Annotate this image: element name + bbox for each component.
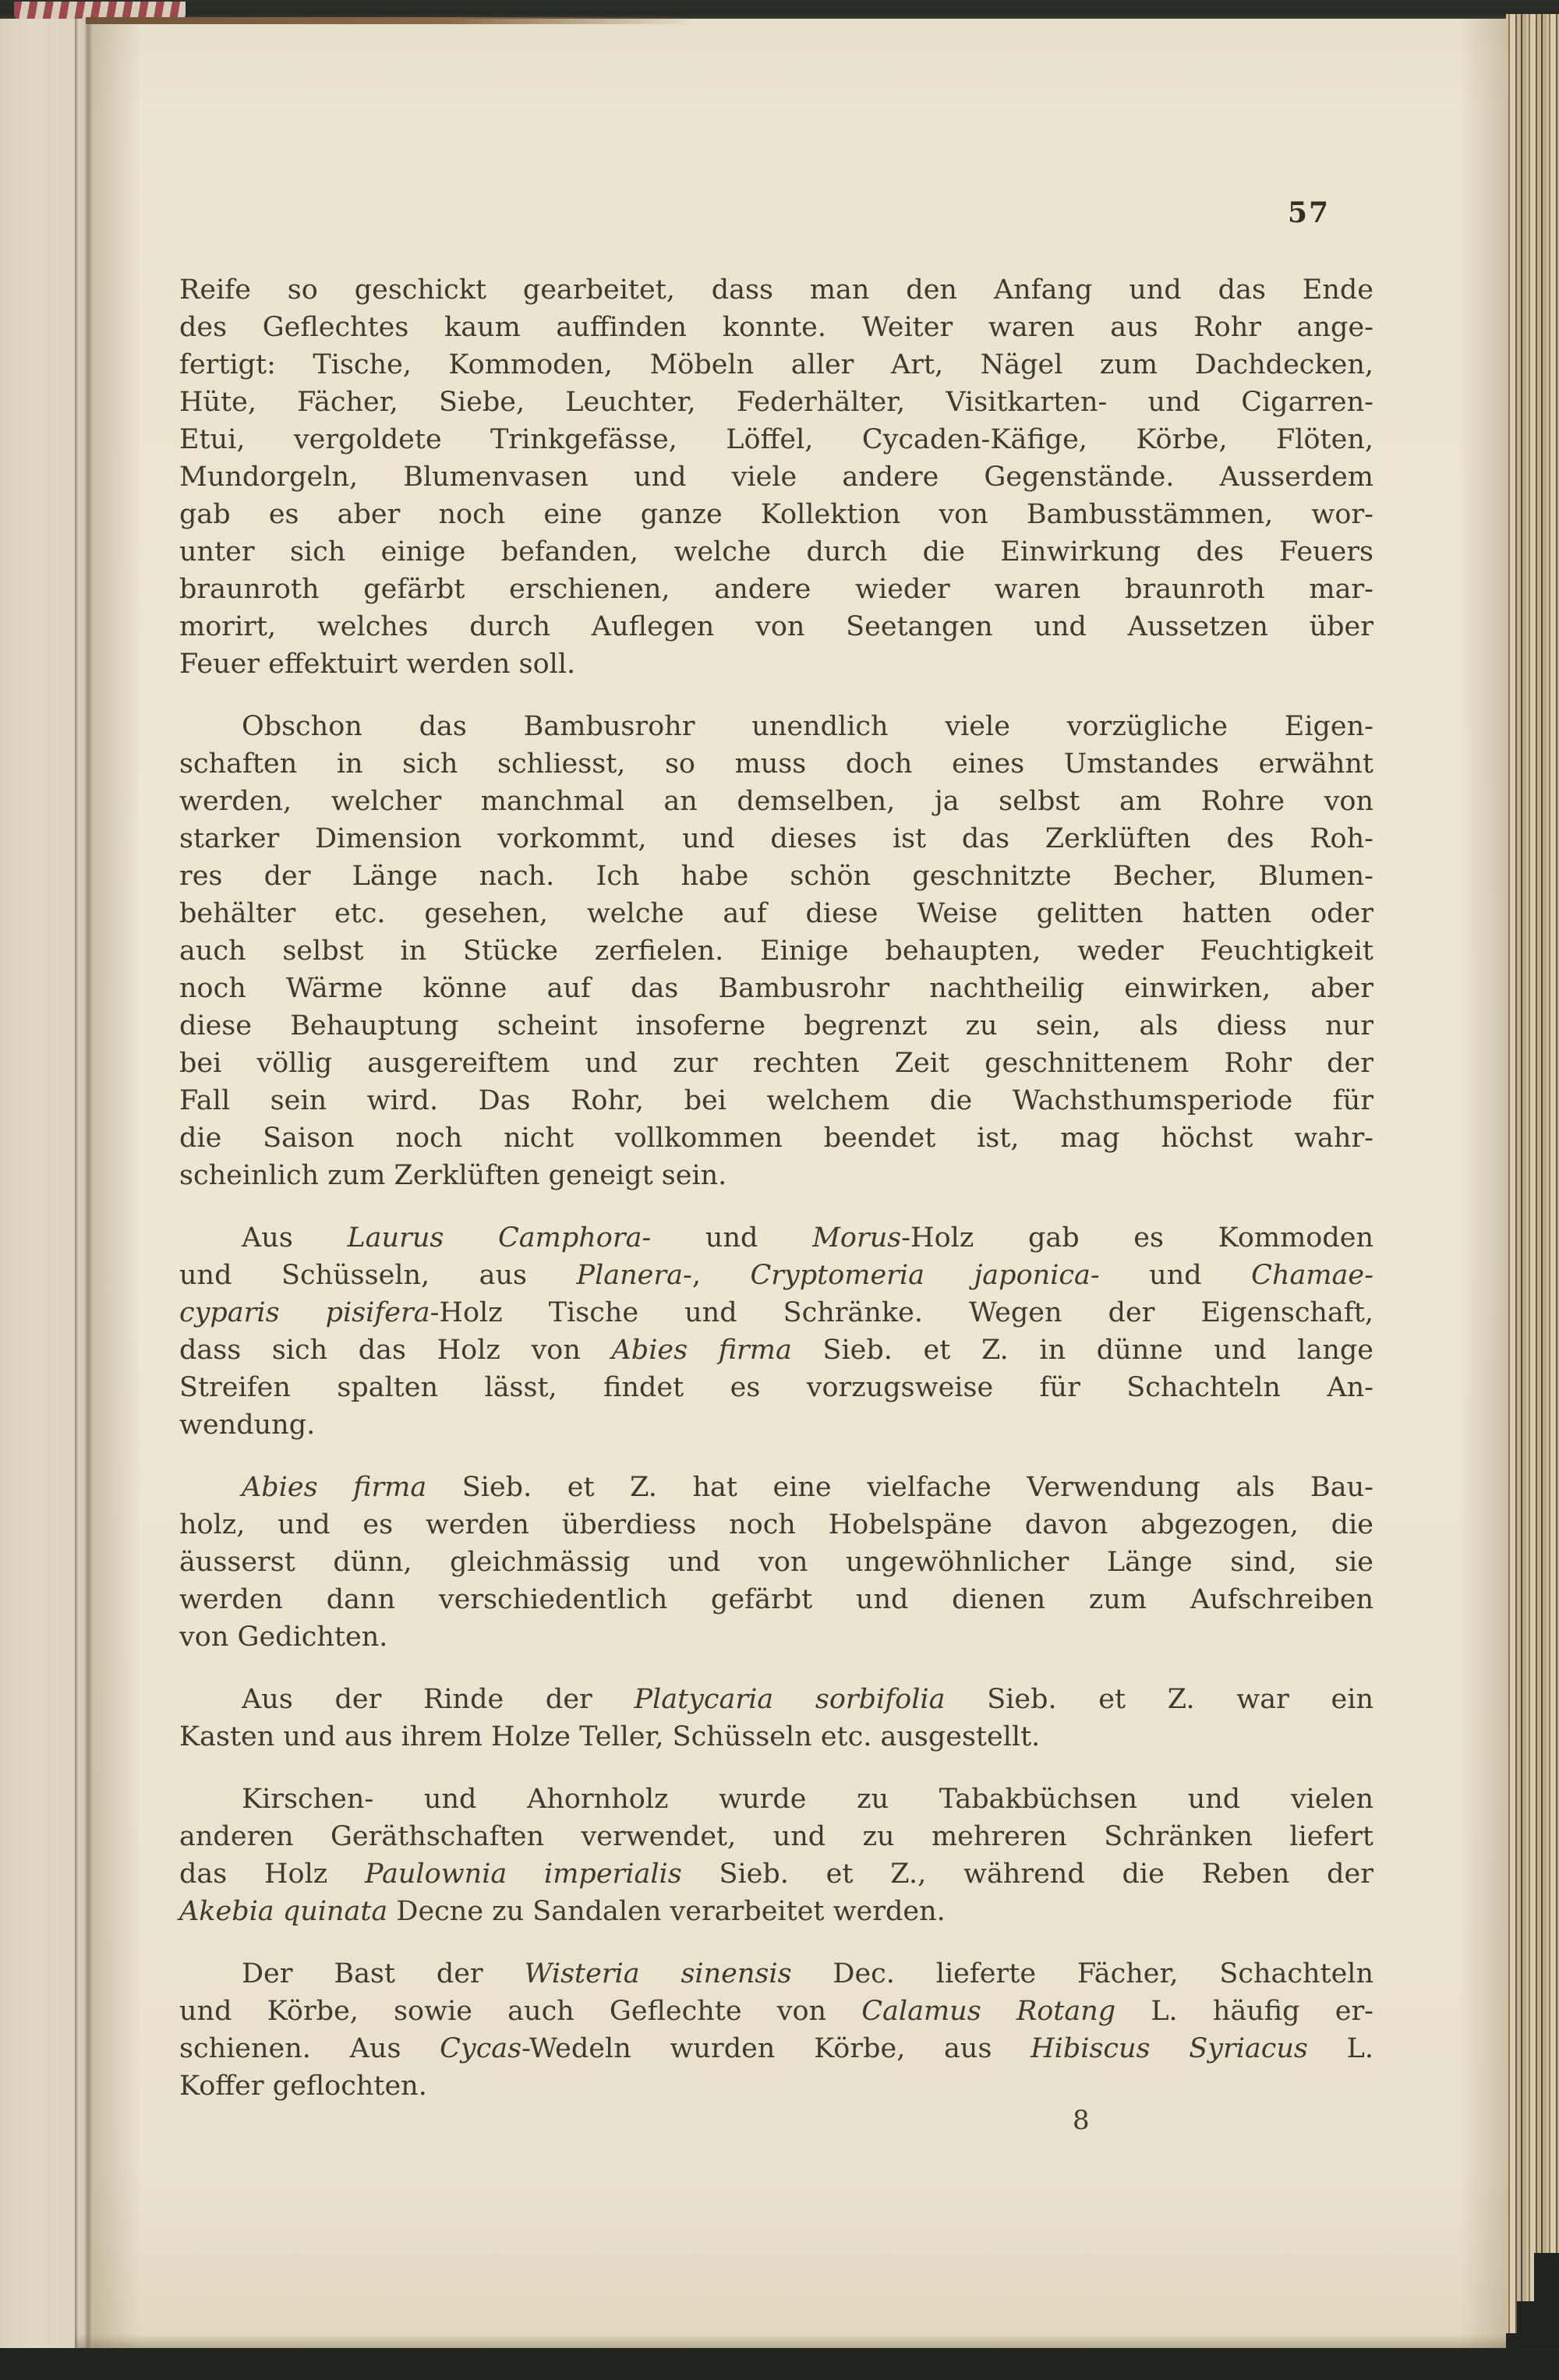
text-line: bei völlig ausgereiftem und zur rechten Zeit geschnittenem Rohr der <box>179 1048 1373 1079</box>
page-number: 57 <box>1288 196 1331 229</box>
text-line: scheinlich zum Zerklüften geneigt sein. <box>179 1160 727 1191</box>
text-line: von Gedichten. <box>179 1621 388 1653</box>
text-line: Kirschen- und Ahornholz wurde zu Tabakbüchsen und vielen <box>242 1784 1373 1815</box>
text-line: wendung. <box>179 1409 316 1441</box>
text-line: schaften in sich schliesst, so muss doch eines Umstandes erwähnt <box>179 748 1373 780</box>
text-line: Aus der Rinde der Platycaria sorbifolia Sieb. et Z. war ein <box>242 1684 1373 1715</box>
text-line: auch selbst in Stücke zerfielen. Einige behaupten, weder Feuchtigkeit <box>179 935 1373 967</box>
text-line: behälter etc. gesehen, welche auf diese Weise gelitten hatten oder <box>179 898 1373 929</box>
text-line: unter sich einige befanden, welche durch die Einwirkung des Feuers <box>179 536 1373 568</box>
gutter-shadow <box>94 19 140 2350</box>
text-line: Mundorgeln, Blumenvasen und viele andere Gegenstände. Ausserdem <box>179 462 1373 493</box>
text-line: und Schüsseln, aus Planera-, Cryptomeria japonica- und Chamae- <box>179 1260 1373 1291</box>
text-line: noch Wärme könne auf das Bambusrohr nachtheilig einwirken, aber <box>179 973 1373 1004</box>
text-line: Feuer effektuirt werden soll. <box>179 649 576 680</box>
text-line: Koffer geflochten. <box>179 2071 427 2102</box>
text-line: Streifen spalten lässt, findet es vorzugsweise für Schachteln An- <box>179 1372 1373 1403</box>
text-line: morirt, welches durch Auflegen von Seetangen und Aussetzen über <box>179 611 1373 642</box>
text-line: werden, welcher manchmal an demselben, ja selbst am Rohre von <box>179 786 1373 817</box>
text-line: Obschon das Bambusrohr unendlich viele vorzügliche Eigen- <box>242 711 1373 742</box>
page-stack-edges <box>1506 14 1559 2333</box>
paragraph <box>179 1681 1373 1756</box>
text-line: Reife so geschickt gearbeitet, dass man den Anfang und das Ende <box>179 274 1373 306</box>
paragraph <box>179 1469 1373 1656</box>
text-line: starker Dimension vorkommt, und dieses ist das Zerklüften des Roh- <box>179 823 1373 854</box>
page-body-text <box>179 271 1373 2130</box>
paragraph <box>179 271 1373 683</box>
text-line: schienen. Aus Cycas-Wedeln wurden Körbe, aus Hibiscus Syriacus L. <box>179 2033 1373 2064</box>
paragraph <box>179 1781 1373 1930</box>
text-line: werden dann verschiedentlich gefärbt und dienen zum Aufschreiben <box>179 1584 1373 1615</box>
page-bottom-shadow <box>75 2334 1506 2350</box>
book-top-edge <box>0 0 1559 19</box>
text-line: Der Bast der Wisteria sinensis Dec. lieferte Fächer, Schachteln <box>242 1958 1374 1989</box>
text-line: Fall sein wird. Das Rohr, bei welchem die Wachsthumsperiode für <box>179 1085 1373 1116</box>
text-line: die Saison noch nicht vollkommen beendet ist, mag höchst wahr- <box>179 1123 1373 1154</box>
text-line: braunroth gefärbt erschienen, andere wieder waren braunroth mar- <box>179 574 1373 605</box>
paragraph <box>179 1219 1373 1444</box>
paragraph <box>179 1955 1373 2105</box>
text-line: des Geflechtes kaum auffinden konnte. Weiter waren aus Rohr ange- <box>179 312 1373 343</box>
text-line: äusserst dünn, gleichmässig und von ungewöhnlicher Länge sind, sie <box>179 1547 1373 1578</box>
text-line: und Körbe, sowie auch Geflechte von Calamus Rotang L. häufig er- <box>179 1996 1373 2027</box>
text-line: fertigt: Tische, Kommoden, Möbeln aller Art, Nägel zum Dachdecken, <box>179 349 1373 380</box>
text-line: cyparis pisifera-Holz Tische und Schränke. Wegen der Eigenschaft, <box>179 1297 1373 1328</box>
text-line: das Holz Paulownia imperialis Sieb. et Z., während die Reben der <box>179 1858 1373 1890</box>
book-bottom-edge <box>0 2348 1559 2380</box>
text-line: Aus Laurus Camphora- und Morus-Holz gab es Kommoden <box>242 1222 1373 1254</box>
adjacent-page-edge <box>0 19 75 2354</box>
page-top-edge-line <box>86 17 694 24</box>
signature-mark: 8 <box>1073 2105 1090 2136</box>
text-line: anderen Geräthschaften verwendet, und zu mehreren Schränken liefert <box>179 1821 1373 1852</box>
fore-edge-shadow <box>1459 19 1506 2350</box>
text-line: res der Länge nach. Ich habe schön geschnitzte Becher, Blumen- <box>179 861 1373 892</box>
text-line: Kasten und aus ihrem Holze Teller, Schüsseln etc. ausgestellt. <box>179 1721 1041 1752</box>
paragraph <box>179 708 1373 1194</box>
text-line: Hüte, Fächer, Siebe, Leuchter, Federhälter, Visitkarten- und Cigarren- <box>179 387 1373 418</box>
gutter-seam <box>75 19 94 2354</box>
text-line: Akebia quinata Decne zu Sandalen verarbeitet werden. <box>179 1896 946 1927</box>
text-line: Etui, vergoldete Trinkgefässe, Löffel, Cycaden-Käfige, Körbe, Flöten, <box>179 424 1373 455</box>
text-line: Abies firma Sieb. et Z. hat eine vielfache Verwendung als Bau- <box>242 1472 1373 1503</box>
text-line: holz, und es werden überdiess noch Hobelspäne davon abgezogen, die <box>179 1509 1373 1540</box>
text-line: gab es aber noch eine ganze Kollektion von Bambusstämmen, wor- <box>179 499 1373 530</box>
text-line: diese Behauptung scheint insoferne begrenzt zu sein, als diess nur <box>179 1010 1373 1041</box>
text-line: dass sich das Holz von Abies firma Sieb. et Z. in dünne und lange <box>179 1335 1374 1366</box>
